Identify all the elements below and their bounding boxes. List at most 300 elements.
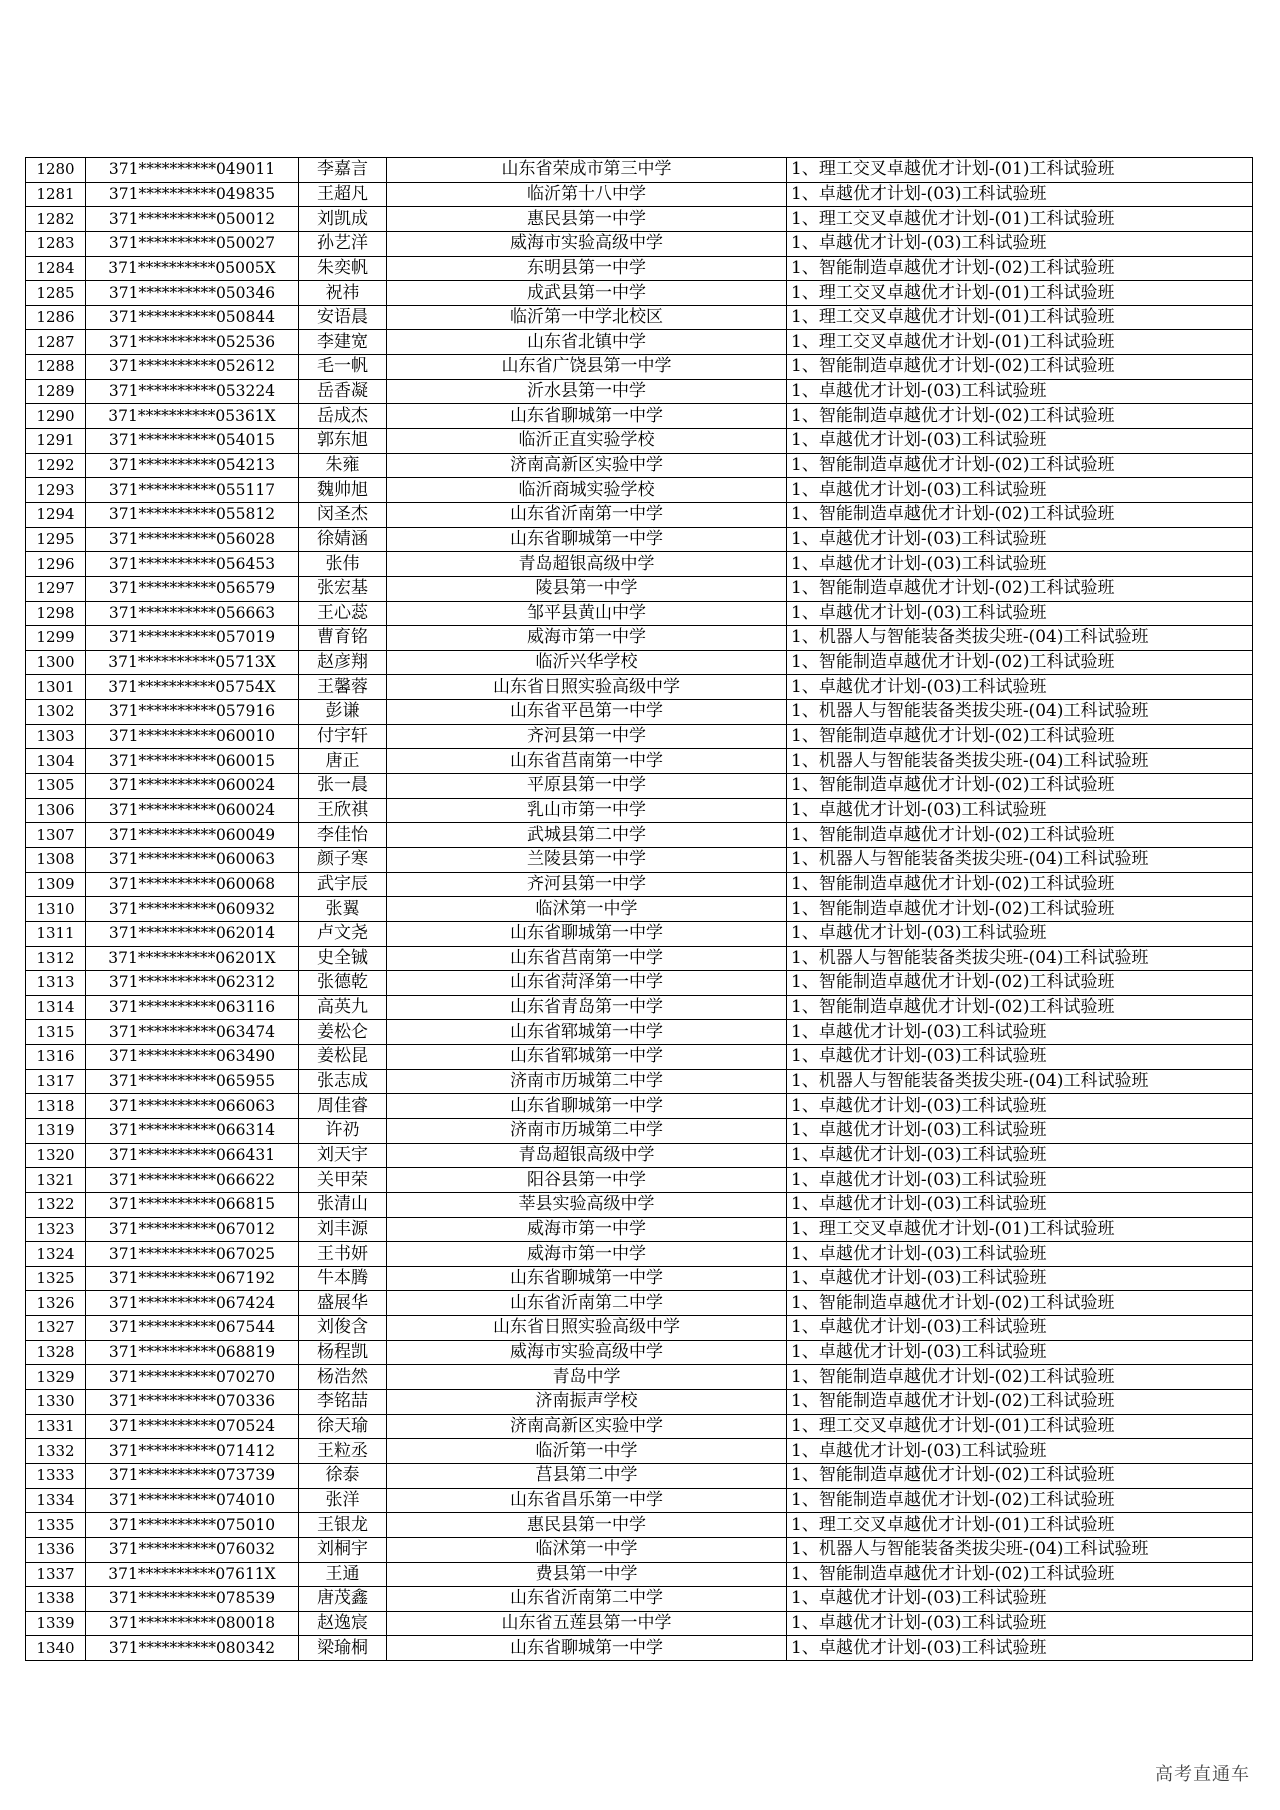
school-name-cell: 山东省沂南第二中学	[387, 1587, 787, 1612]
school-name-cell: 山东省聊城第一中学	[387, 1094, 787, 1119]
row-number-cell: 1296	[26, 552, 86, 577]
candidate-id-cell: 371**********05005X	[86, 256, 299, 281]
candidate-id-cell: 371**********078539	[86, 1587, 299, 1612]
student-name-cell: 魏帅旭	[299, 478, 387, 503]
table-row	[26, 478, 1253, 503]
table-row	[26, 1020, 1253, 1045]
student-name-cell: 李佳怡	[299, 823, 387, 848]
table-row	[26, 330, 1253, 355]
table-row	[26, 305, 1253, 330]
candidate-id-cell: 371**********050844	[86, 305, 299, 330]
program-name-cell: 1、智能制造卓越优才计划-(02)工科试验班	[787, 774, 1253, 799]
student-name-cell: 颜子寒	[299, 847, 387, 872]
student-name-cell: 徐泰	[299, 1463, 387, 1488]
table-row	[26, 1636, 1253, 1661]
candidate-id-cell: 371**********067025	[86, 1242, 299, 1267]
school-name-cell: 成武县第一中学	[387, 281, 787, 306]
student-name-cell: 岳成杰	[299, 404, 387, 429]
row-number-cell: 1315	[26, 1020, 86, 1045]
table-row	[26, 1143, 1253, 1168]
school-name-cell: 武城县第二中学	[387, 823, 787, 848]
table-row	[26, 1217, 1253, 1242]
school-name-cell: 山东省聊城第一中学	[387, 527, 787, 552]
program-name-cell: 1、理工交叉卓越优才计划-(01)工科试验班	[787, 330, 1253, 355]
student-name-cell: 周佳睿	[299, 1094, 387, 1119]
school-name-cell: 东明县第一中学	[387, 256, 787, 281]
program-name-cell: 1、理工交叉卓越优才计划-(01)工科试验班	[787, 281, 1253, 306]
table-row	[26, 1118, 1253, 1143]
row-number-cell: 1320	[26, 1143, 86, 1168]
table-row	[26, 1537, 1253, 1562]
program-name-cell: 1、卓越优才计划-(03)工科试验班	[787, 601, 1253, 626]
student-name-cell: 赵彦翔	[299, 650, 387, 675]
program-name-cell: 1、智能制造卓越优才计划-(02)工科试验班	[787, 502, 1253, 527]
student-name-cell: 王超凡	[299, 182, 387, 207]
row-number-cell: 1286	[26, 305, 86, 330]
candidate-id-cell: 371**********049835	[86, 182, 299, 207]
school-name-cell: 临沂第一中学北校区	[387, 305, 787, 330]
program-name-cell: 1、卓越优才计划-(03)工科试验班	[787, 1045, 1253, 1070]
row-number-cell: 1330	[26, 1390, 86, 1415]
table-row	[26, 1094, 1253, 1119]
student-name-cell: 张清山	[299, 1192, 387, 1217]
student-name-cell: 唐正	[299, 749, 387, 774]
program-name-cell: 1、机器人与智能装备类拔尖班-(04)工科试验班	[787, 1537, 1253, 1562]
table-row	[26, 1513, 1253, 1538]
student-name-cell: 张宏基	[299, 576, 387, 601]
school-name-cell: 沂水县第一中学	[387, 379, 787, 404]
school-name-cell: 齐河县第一中学	[387, 724, 787, 749]
student-name-cell: 付宇轩	[299, 724, 387, 749]
school-name-cell: 山东省广饶县第一中学	[387, 355, 787, 380]
program-name-cell: 1、智能制造卓越优才计划-(02)工科试验班	[787, 971, 1253, 996]
table-row	[26, 182, 1253, 207]
row-number-cell: 1302	[26, 700, 86, 725]
student-name-cell: 赵逸宸	[299, 1611, 387, 1636]
school-name-cell: 山东省北镇中学	[387, 330, 787, 355]
row-number-cell: 1324	[26, 1242, 86, 1267]
row-number-cell: 1295	[26, 527, 86, 552]
program-name-cell: 1、机器人与智能装备类拔尖班-(04)工科试验班	[787, 626, 1253, 651]
student-name-cell: 唐茂鑫	[299, 1587, 387, 1612]
candidate-id-cell: 371**********076032	[86, 1537, 299, 1562]
program-name-cell: 1、卓越优才计划-(03)工科试验班	[787, 1611, 1253, 1636]
program-name-cell: 1、智能制造卓越优才计划-(02)工科试验班	[787, 256, 1253, 281]
row-number-cell: 1301	[26, 675, 86, 700]
program-name-cell: 1、卓越优才计划-(03)工科试验班	[787, 1636, 1253, 1661]
table-row	[26, 1488, 1253, 1513]
candidate-id-cell: 371**********056579	[86, 576, 299, 601]
table-row	[26, 1439, 1253, 1464]
program-name-cell: 1、智能制造卓越优才计划-(02)工科试验班	[787, 1562, 1253, 1587]
student-name-cell: 刘天宇	[299, 1143, 387, 1168]
school-name-cell: 山东省昌乐第一中学	[387, 1488, 787, 1513]
student-name-cell: 刘桐宇	[299, 1537, 387, 1562]
school-name-cell: 济南振声学校	[387, 1390, 787, 1415]
row-number-cell: 1338	[26, 1587, 86, 1612]
table-row	[26, 921, 1253, 946]
school-name-cell: 临沂正直实验学校	[387, 429, 787, 454]
candidate-id-cell: 371**********060024	[86, 798, 299, 823]
candidate-id-cell: 371**********060068	[86, 872, 299, 897]
candidate-id-cell: 371**********060063	[86, 847, 299, 872]
school-name-cell: 临沂商城实验学校	[387, 478, 787, 503]
program-name-cell: 1、智能制造卓越优才计划-(02)工科试验班	[787, 1463, 1253, 1488]
table-row	[26, 675, 1253, 700]
table-row	[26, 823, 1253, 848]
program-name-cell: 1、智能制造卓越优才计划-(02)工科试验班	[787, 724, 1253, 749]
school-name-cell: 济南市历城第二中学	[387, 1118, 787, 1143]
row-number-cell: 1294	[26, 502, 86, 527]
candidate-id-cell: 371**********066314	[86, 1118, 299, 1143]
program-name-cell: 1、智能制造卓越优才计划-(02)工科试验班	[787, 404, 1253, 429]
row-number-cell: 1305	[26, 774, 86, 799]
program-name-cell: 1、卓越优才计划-(03)工科试验班	[787, 1020, 1253, 1045]
program-name-cell: 1、卓越优才计划-(03)工科试验班	[787, 1192, 1253, 1217]
row-number-cell: 1334	[26, 1488, 86, 1513]
table-row	[26, 1316, 1253, 1341]
row-number-cell: 1304	[26, 749, 86, 774]
table-row	[26, 1266, 1253, 1291]
row-number-cell: 1280	[26, 158, 86, 183]
school-name-cell: 山东省莒南第一中学	[387, 946, 787, 971]
program-name-cell: 1、卓越优才计划-(03)工科试验班	[787, 182, 1253, 207]
row-number-cell: 1331	[26, 1414, 86, 1439]
table-row	[26, 158, 1253, 183]
student-name-cell: 盛展华	[299, 1291, 387, 1316]
program-name-cell: 1、智能制造卓越优才计划-(02)工科试验班	[787, 1390, 1253, 1415]
row-number-cell: 1339	[26, 1611, 86, 1636]
student-name-cell: 王馨蓉	[299, 675, 387, 700]
table-row	[26, 502, 1253, 527]
candidate-id-cell: 371**********067424	[86, 1291, 299, 1316]
school-name-cell: 临沭第一中学	[387, 1537, 787, 1562]
school-name-cell: 莒县第二中学	[387, 1463, 787, 1488]
student-name-cell: 郭东旭	[299, 429, 387, 454]
program-name-cell: 1、理工交叉卓越优才计划-(01)工科试验班	[787, 1217, 1253, 1242]
student-name-cell: 李建宽	[299, 330, 387, 355]
candidate-id-cell: 371**********065955	[86, 1069, 299, 1094]
school-name-cell: 山东省莒南第一中学	[387, 749, 787, 774]
candidate-id-cell: 371**********067544	[86, 1316, 299, 1341]
school-name-cell: 邹平县黄山中学	[387, 601, 787, 626]
row-number-cell: 1306	[26, 798, 86, 823]
candidate-id-cell: 371**********06201X	[86, 946, 299, 971]
student-name-cell: 梁瑜桐	[299, 1636, 387, 1661]
table-row	[26, 1365, 1253, 1390]
candidate-id-cell: 371**********063474	[86, 1020, 299, 1045]
program-name-cell: 1、理工交叉卓越优才计划-(01)工科试验班	[787, 207, 1253, 232]
school-name-cell: 威海市实验高级中学	[387, 231, 787, 256]
candidate-id-cell: 371**********054015	[86, 429, 299, 454]
school-name-cell: 威海市第一中学	[387, 626, 787, 651]
student-name-cell: 许礽	[299, 1118, 387, 1143]
row-number-cell: 1326	[26, 1291, 86, 1316]
student-name-cell: 刘俊含	[299, 1316, 387, 1341]
student-name-cell: 王欣祺	[299, 798, 387, 823]
school-name-cell: 威海市第一中学	[387, 1242, 787, 1267]
row-number-cell: 1281	[26, 182, 86, 207]
student-name-cell: 安语晨	[299, 305, 387, 330]
candidate-id-cell: 371**********080342	[86, 1636, 299, 1661]
school-name-cell: 威海市第一中学	[387, 1217, 787, 1242]
table-row	[26, 1340, 1253, 1365]
table-row	[26, 626, 1253, 651]
row-number-cell: 1298	[26, 601, 86, 626]
row-number-cell: 1322	[26, 1192, 86, 1217]
program-name-cell: 1、智能制造卓越优才计划-(02)工科试验班	[787, 995, 1253, 1020]
table-row	[26, 1045, 1253, 1070]
program-name-cell: 1、智能制造卓越优才计划-(02)工科试验班	[787, 576, 1253, 601]
table-row	[26, 404, 1253, 429]
candidate-id-cell: 371**********050346	[86, 281, 299, 306]
student-name-cell: 彭谦	[299, 700, 387, 725]
row-number-cell: 1282	[26, 207, 86, 232]
candidate-id-cell: 371**********062312	[86, 971, 299, 996]
candidate-id-cell: 371**********074010	[86, 1488, 299, 1513]
row-number-cell: 1293	[26, 478, 86, 503]
program-name-cell: 1、卓越优才计划-(03)工科试验班	[787, 1118, 1253, 1143]
school-name-cell: 山东省郓城第一中学	[387, 1045, 787, 1070]
table-row	[26, 207, 1253, 232]
admission-list-body	[26, 158, 1253, 1661]
table-row	[26, 1611, 1253, 1636]
program-name-cell: 1、卓越优才计划-(03)工科试验班	[787, 429, 1253, 454]
candidate-id-cell: 371**********050027	[86, 231, 299, 256]
program-name-cell: 1、理工交叉卓越优才计划-(01)工科试验班	[787, 158, 1253, 183]
table-row	[26, 1562, 1253, 1587]
candidate-id-cell: 371**********057916	[86, 700, 299, 725]
row-number-cell: 1329	[26, 1365, 86, 1390]
program-name-cell: 1、卓越优才计划-(03)工科试验班	[787, 798, 1253, 823]
school-name-cell: 山东省日照实验高级中学	[387, 675, 787, 700]
program-name-cell: 1、智能制造卓越优才计划-(02)工科试验班	[787, 1488, 1253, 1513]
watermark-text: 高考直通车	[1155, 1764, 1250, 1785]
candidate-id-cell: 371**********049011	[86, 158, 299, 183]
school-name-cell: 山东省郓城第一中学	[387, 1020, 787, 1045]
program-name-cell: 1、卓越优才计划-(03)工科试验班	[787, 478, 1253, 503]
table-row	[26, 749, 1253, 774]
candidate-id-cell: 371**********060024	[86, 774, 299, 799]
row-number-cell: 1311	[26, 921, 86, 946]
program-name-cell: 1、理工交叉卓越优才计划-(01)工科试验班	[787, 305, 1253, 330]
program-name-cell: 1、智能制造卓越优才计划-(02)工科试验班	[787, 650, 1253, 675]
row-number-cell: 1299	[26, 626, 86, 651]
row-number-cell: 1310	[26, 897, 86, 922]
table-row	[26, 379, 1253, 404]
student-name-cell: 闵圣杰	[299, 502, 387, 527]
row-number-cell: 1309	[26, 872, 86, 897]
program-name-cell: 1、卓越优才计划-(03)工科试验班	[787, 1168, 1253, 1193]
program-name-cell: 1、卓越优才计划-(03)工科试验班	[787, 527, 1253, 552]
student-name-cell: 祝祎	[299, 281, 387, 306]
table-row	[26, 1242, 1253, 1267]
candidate-id-cell: 371**********063116	[86, 995, 299, 1020]
candidate-id-cell: 371**********067192	[86, 1266, 299, 1291]
table-row	[26, 700, 1253, 725]
school-name-cell: 陵县第一中学	[387, 576, 787, 601]
school-name-cell: 济南高新区实验中学	[387, 1414, 787, 1439]
student-name-cell: 刘凯成	[299, 207, 387, 232]
student-name-cell: 张德乾	[299, 971, 387, 996]
program-name-cell: 1、卓越优才计划-(03)工科试验班	[787, 1316, 1253, 1341]
table-row	[26, 256, 1253, 281]
school-name-cell: 临沂第十八中学	[387, 182, 787, 207]
school-name-cell: 惠民县第一中学	[387, 207, 787, 232]
school-name-cell: 山东省青岛第一中学	[387, 995, 787, 1020]
candidate-id-cell: 371**********066063	[86, 1094, 299, 1119]
candidate-id-cell: 371**********080018	[86, 1611, 299, 1636]
candidate-id-cell: 371**********070524	[86, 1414, 299, 1439]
school-name-cell: 山东省聊城第一中学	[387, 404, 787, 429]
program-name-cell: 1、智能制造卓越优才计划-(02)工科试验班	[787, 823, 1253, 848]
row-number-cell: 1319	[26, 1118, 86, 1143]
table-row	[26, 601, 1253, 626]
student-name-cell: 毛一帆	[299, 355, 387, 380]
row-number-cell: 1332	[26, 1439, 86, 1464]
candidate-id-cell: 371**********068819	[86, 1340, 299, 1365]
row-number-cell: 1317	[26, 1069, 86, 1094]
table-row	[26, 281, 1253, 306]
table-row	[26, 1463, 1253, 1488]
row-number-cell: 1312	[26, 946, 86, 971]
candidate-id-cell: 371**********060010	[86, 724, 299, 749]
table-row	[26, 724, 1253, 749]
school-name-cell: 临沂第一中学	[387, 1439, 787, 1464]
program-name-cell: 1、机器人与智能装备类拔尖班-(04)工科试验班	[787, 1069, 1253, 1094]
student-name-cell: 刘丰源	[299, 1217, 387, 1242]
student-name-cell: 卢文尧	[299, 921, 387, 946]
candidate-id-cell: 371**********060932	[86, 897, 299, 922]
student-name-cell: 杨程凯	[299, 1340, 387, 1365]
program-name-cell: 1、卓越优才计划-(03)工科试验班	[787, 675, 1253, 700]
candidate-id-cell: 371**********05754X	[86, 675, 299, 700]
row-number-cell: 1318	[26, 1094, 86, 1119]
row-number-cell: 1300	[26, 650, 86, 675]
candidate-id-cell: 371**********057019	[86, 626, 299, 651]
student-name-cell: 王粒丞	[299, 1439, 387, 1464]
table-row	[26, 355, 1253, 380]
student-name-cell: 张洋	[299, 1488, 387, 1513]
row-number-cell: 1316	[26, 1045, 86, 1070]
student-name-cell: 牛本腾	[299, 1266, 387, 1291]
table-row	[26, 453, 1253, 478]
program-name-cell: 1、卓越优才计划-(03)工科试验班	[787, 1587, 1253, 1612]
row-number-cell: 1327	[26, 1316, 86, 1341]
row-number-cell: 1297	[26, 576, 86, 601]
school-name-cell: 临沭第一中学	[387, 897, 787, 922]
student-name-cell: 张一晨	[299, 774, 387, 799]
row-number-cell: 1323	[26, 1217, 86, 1242]
program-name-cell: 1、卓越优才计划-(03)工科试验班	[787, 1242, 1253, 1267]
candidate-id-cell: 371**********05361X	[86, 404, 299, 429]
row-number-cell: 1321	[26, 1168, 86, 1193]
student-name-cell: 徐婧涵	[299, 527, 387, 552]
table-row	[26, 798, 1253, 823]
row-number-cell: 1340	[26, 1636, 86, 1661]
student-name-cell: 孙艺洋	[299, 231, 387, 256]
program-name-cell: 1、智能制造卓越优才计划-(02)工科试验班	[787, 897, 1253, 922]
table-row	[26, 650, 1253, 675]
row-number-cell: 1335	[26, 1513, 86, 1538]
row-number-cell: 1288	[26, 355, 86, 380]
row-number-cell: 1284	[26, 256, 86, 281]
program-name-cell: 1、智能制造卓越优才计划-(02)工科试验班	[787, 453, 1253, 478]
row-number-cell: 1333	[26, 1463, 86, 1488]
row-number-cell: 1283	[26, 231, 86, 256]
row-number-cell: 1287	[26, 330, 86, 355]
program-name-cell: 1、卓越优才计划-(03)工科试验班	[787, 1266, 1253, 1291]
table-row	[26, 971, 1253, 996]
program-name-cell: 1、机器人与智能装备类拔尖班-(04)工科试验班	[787, 700, 1253, 725]
school-name-cell: 惠民县第一中学	[387, 1513, 787, 1538]
program-name-cell: 1、理工交叉卓越优才计划-(01)工科试验班	[787, 1513, 1253, 1538]
table-row	[26, 1192, 1253, 1217]
program-name-cell: 1、卓越优才计划-(03)工科试验班	[787, 231, 1253, 256]
school-name-cell: 威海市实验高级中学	[387, 1340, 787, 1365]
school-name-cell: 费县第一中学	[387, 1562, 787, 1587]
school-name-cell: 兰陵县第一中学	[387, 847, 787, 872]
school-name-cell: 山东省沂南第一中学	[387, 502, 787, 527]
student-name-cell: 杨浩然	[299, 1365, 387, 1390]
candidate-id-cell: 371**********067012	[86, 1217, 299, 1242]
candidate-id-cell: 371**********056453	[86, 552, 299, 577]
candidate-id-cell: 371**********055812	[86, 502, 299, 527]
student-name-cell: 王通	[299, 1562, 387, 1587]
table-row	[26, 429, 1253, 454]
program-name-cell: 1、卓越优才计划-(03)工科试验班	[787, 921, 1253, 946]
student-name-cell: 王书妍	[299, 1242, 387, 1267]
program-name-cell: 1、卓越优才计划-(03)工科试验班	[787, 1439, 1253, 1464]
school-name-cell: 济南高新区实验中学	[387, 453, 787, 478]
school-name-cell: 山东省聊城第一中学	[387, 1266, 787, 1291]
program-name-cell: 1、机器人与智能装备类拔尖班-(04)工科试验班	[787, 847, 1253, 872]
student-name-cell: 李嘉言	[299, 158, 387, 183]
program-name-cell: 1、智能制造卓越优才计划-(02)工科试验班	[787, 355, 1253, 380]
candidate-id-cell: 371**********073739	[86, 1463, 299, 1488]
student-name-cell: 张翼	[299, 897, 387, 922]
program-name-cell: 1、智能制造卓越优才计划-(02)工科试验班	[787, 872, 1253, 897]
candidate-id-cell: 371**********066815	[86, 1192, 299, 1217]
table-row	[26, 872, 1253, 897]
candidate-id-cell: 371**********062014	[86, 921, 299, 946]
school-name-cell: 山东省荣成市第三中学	[387, 158, 787, 183]
admission-list-table	[25, 157, 1253, 1661]
school-name-cell: 青岛中学	[387, 1365, 787, 1390]
school-name-cell: 齐河县第一中学	[387, 872, 787, 897]
program-name-cell: 1、卓越优才计划-(03)工科试验班	[787, 1340, 1253, 1365]
table-row	[26, 1168, 1253, 1193]
candidate-id-cell: 371**********056028	[86, 527, 299, 552]
program-name-cell: 1、理工交叉卓越优才计划-(01)工科试验班	[787, 1414, 1253, 1439]
program-name-cell: 1、机器人与智能装备类拔尖班-(04)工科试验班	[787, 946, 1253, 971]
table-row	[26, 527, 1253, 552]
school-name-cell: 青岛超银高级中学	[387, 552, 787, 577]
row-number-cell: 1289	[26, 379, 86, 404]
candidate-id-cell: 371**********05713X	[86, 650, 299, 675]
table-row	[26, 1414, 1253, 1439]
student-name-cell: 徐天瑜	[299, 1414, 387, 1439]
row-number-cell: 1325	[26, 1266, 86, 1291]
school-name-cell: 山东省沂南第二中学	[387, 1291, 787, 1316]
student-name-cell: 李铭喆	[299, 1390, 387, 1415]
school-name-cell: 临沂兴华学校	[387, 650, 787, 675]
candidate-id-cell: 371**********055117	[86, 478, 299, 503]
candidate-id-cell: 371**********075010	[86, 1513, 299, 1538]
table-row	[26, 1291, 1253, 1316]
candidate-id-cell: 371**********060049	[86, 823, 299, 848]
table-row	[26, 1587, 1253, 1612]
